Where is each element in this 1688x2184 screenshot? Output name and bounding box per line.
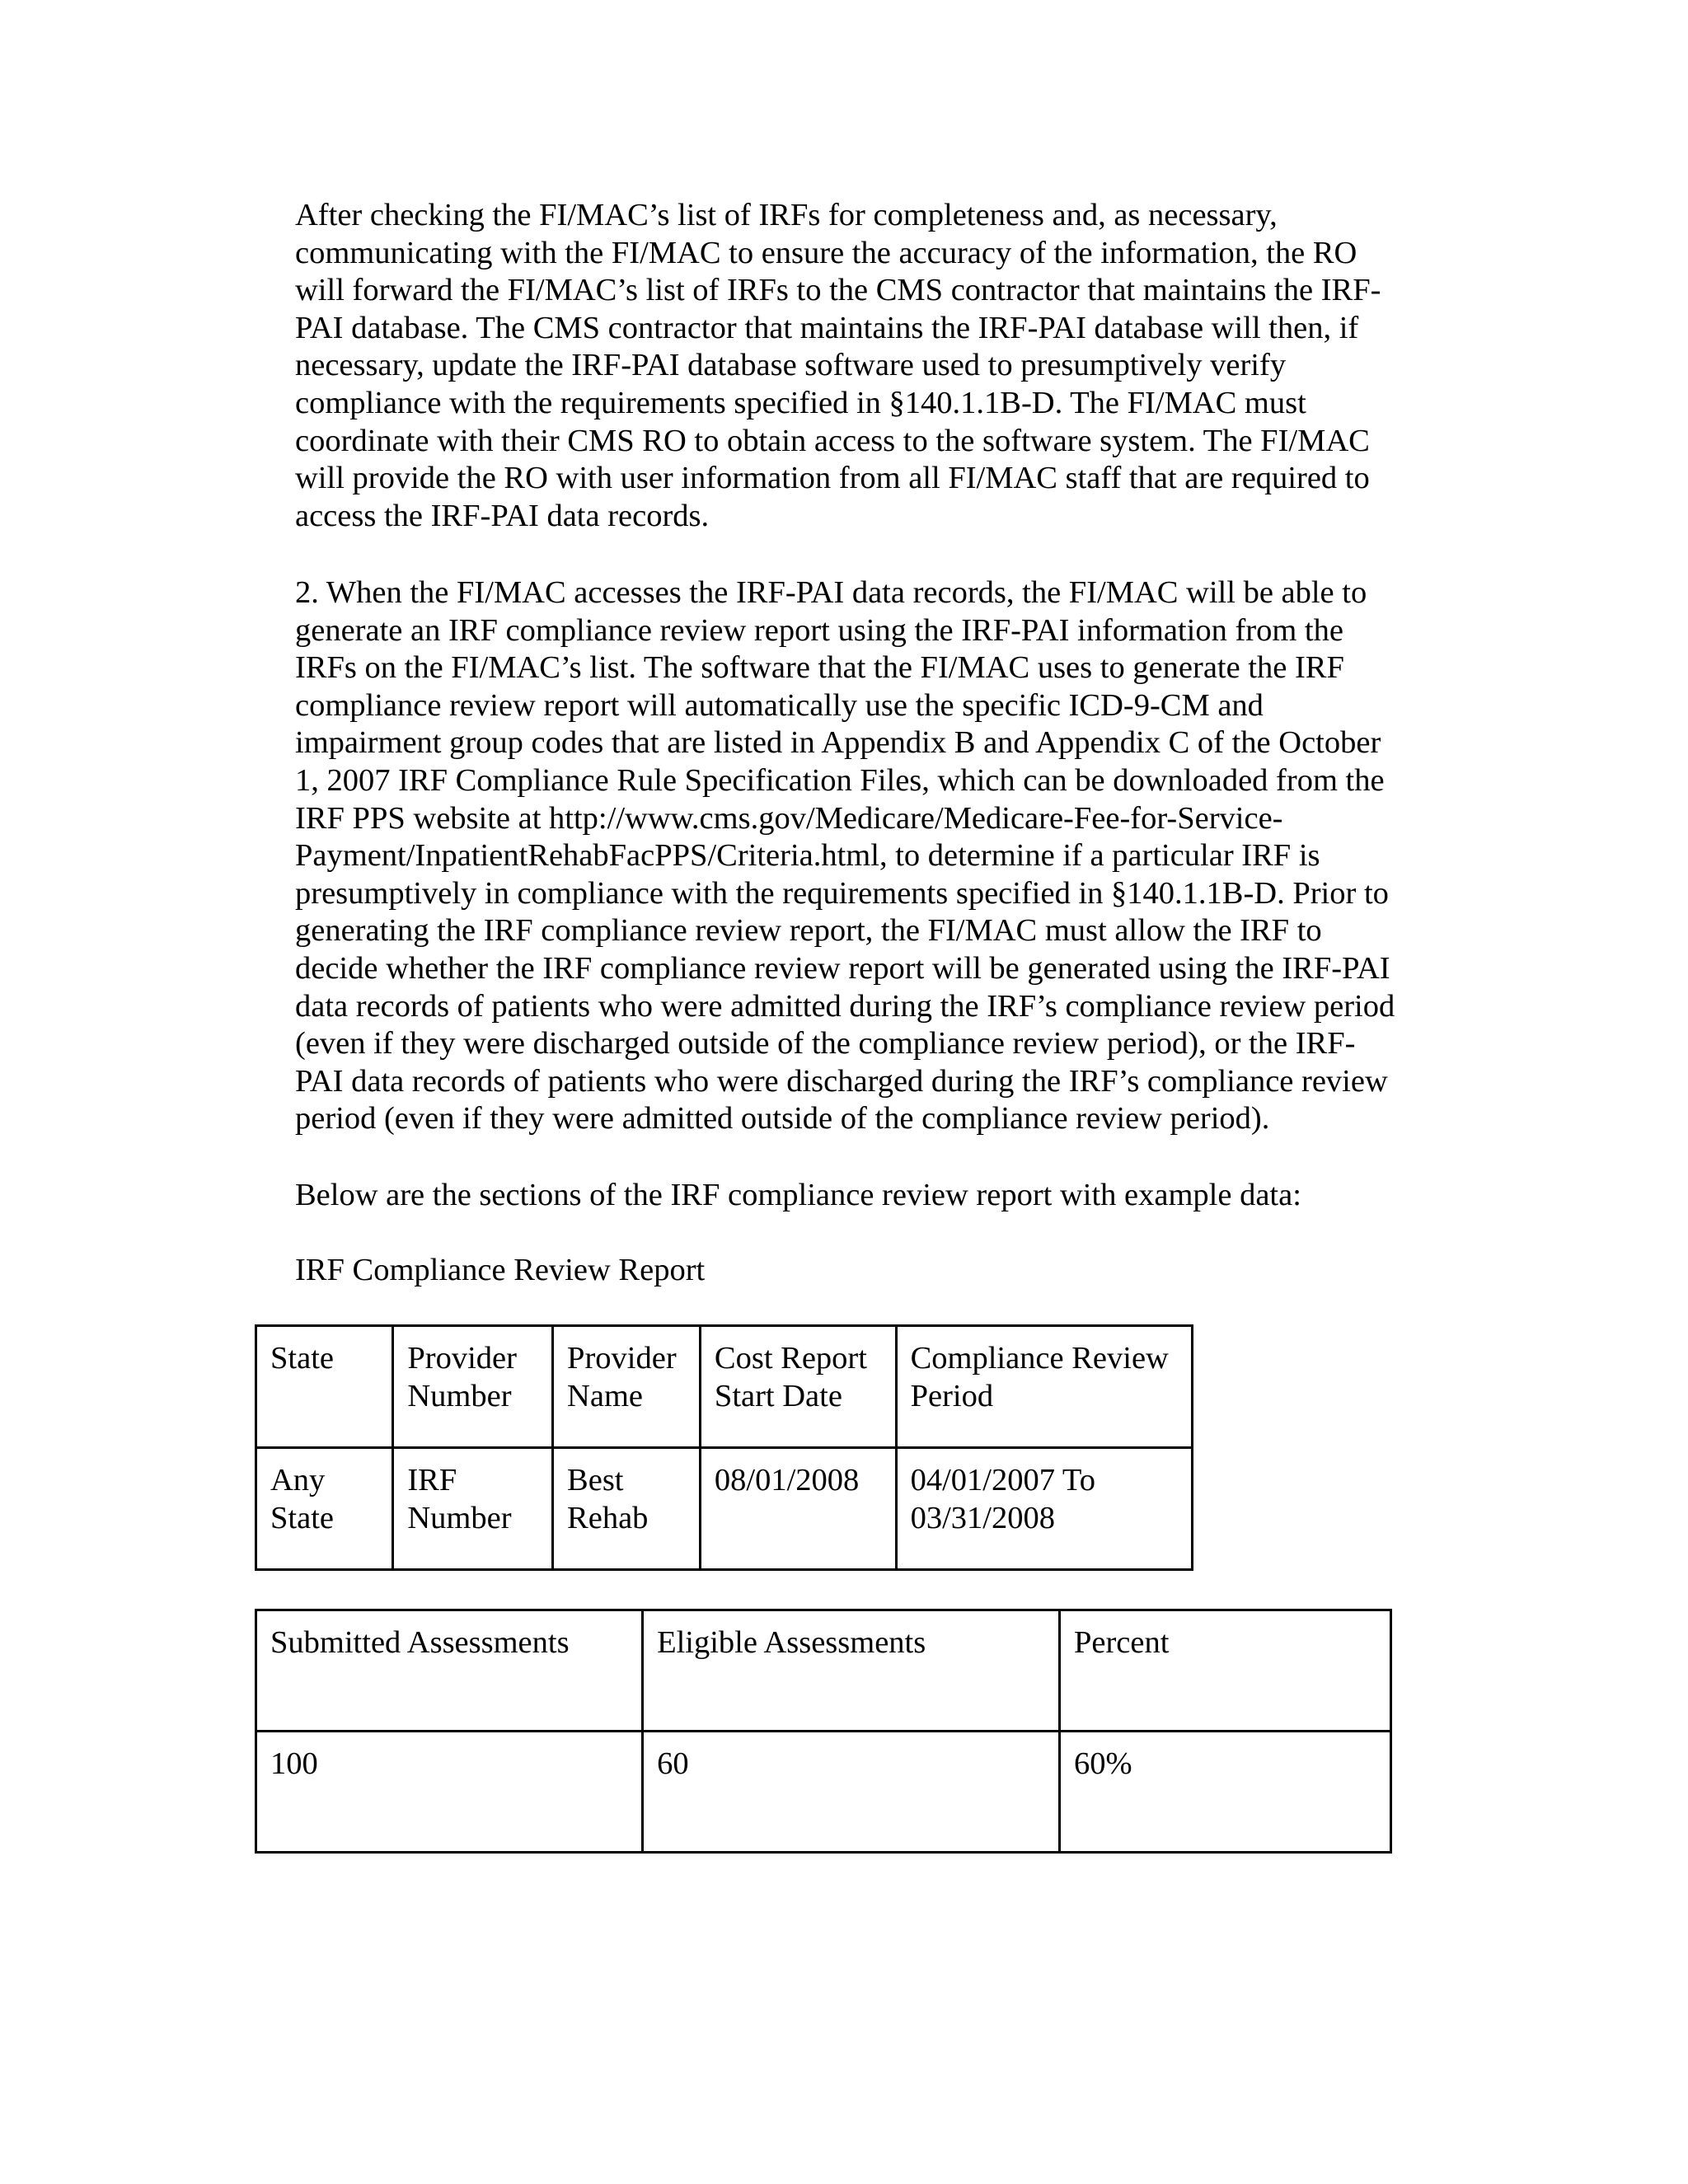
header-cell-submitted-assessments: Submitted Assessments [256,1610,643,1732]
header-cell-eligible-assessments: Eligible Assessments [643,1610,1060,1732]
provider-info-table [255,1324,1193,1571]
header-cell-provider-number: Provider Number [393,1326,553,1448]
header-cell-provider-name: Provider Name [553,1326,701,1448]
table-row [256,1732,1391,1853]
report-title: IRF Compliance Review Report [295,1253,706,1287]
table-header-row [256,1610,1391,1732]
cell-percent: 60% [1059,1732,1390,1853]
cell-state: Any State [256,1448,393,1570]
header-cell-state: State [256,1326,393,1448]
table-row [256,1448,1193,1570]
paragraph-forwarding-list: After checking the FI/MAC’s list of IRFs for completeness and, as necessary, communicating with the FI/MAC to ensure the accuracy of the information, the RO will forward the FI/MAC’s list of IRFs to the CMS contractor that maintains the IRF- PAI database. The CMS contractor that maintains the IRF-PAI database will then, if necessary, update the IRF-PAI database software used to presumptively verify compliance with the requirements specified in §140.1.1B-D. The FI/MAC must coordinate with their CMS RO to obtain access to the software system. The FI/MAC will provide the RO with user information from all FI/MAC staff that are required to access the IRF-PAI data records. [295,198,1381,533]
cell-eligible-assessments: 60 [643,1732,1060,1853]
header-cell-cost-report-start-date: Cost Report Start Date [700,1326,896,1448]
cell-provider-number: IRF Number [393,1448,553,1570]
header-cell-compliance-review-period: Compliance Review Period [896,1326,1192,1448]
cell-cost-report-start-date: 08/01/2008 [700,1448,896,1570]
header-cell-percent: Percent [1059,1610,1390,1732]
paragraph-compliance-report: 2. When the FI/MAC accesses the IRF-PAI data records, the FI/MAC will be able to generate an IRF compliance review report using the IRF-PAI information from the IRFs on the FI/MAC’s list. The software that the FI/MAC uses to generate the IRF compliance review report will automatically use the specific ICD-9-CM and impairment group codes that are listed in Appendix B and Appendix C of the October 1, 2007 IRF Compliance Rule Specification Files, which can be downloaded from the IRF PPS website at http://www.cms.gov/Medicare/Medicare-Fee-for-Service- Payment/InpatientRehabFacPPS/Criteria.html, to determine if a particular IRF is presumptively in compliance with the requirements specified in §140.1.1B-D. Prior to generating the IRF compliance review report, the FI/MAC must allow the IRF to decide whether the IRF compliance review report will be generated using the IRF-PAI data records of patients who were admitted during the IRF’s compliance review period (even if they were discharged outside of the compliance review period), or the IRF- PAI data records of patients who were discharged during the IRF’s compliance review period (even if they were admitted outside of the compliance review period). [295,575,1395,1137]
table-header-row [256,1326,1193,1448]
report-sections-intro: Below are the sections of the IRF compliance review report with example data: [295,1178,1301,1212]
cell-compliance-review-period: 04/01/2007 To 03/31/2008 [896,1448,1192,1570]
cell-submitted-assessments: 100 [256,1732,643,1853]
assessment-counts-table [255,1609,1392,1854]
cell-provider-name: Best Rehab [553,1448,701,1570]
